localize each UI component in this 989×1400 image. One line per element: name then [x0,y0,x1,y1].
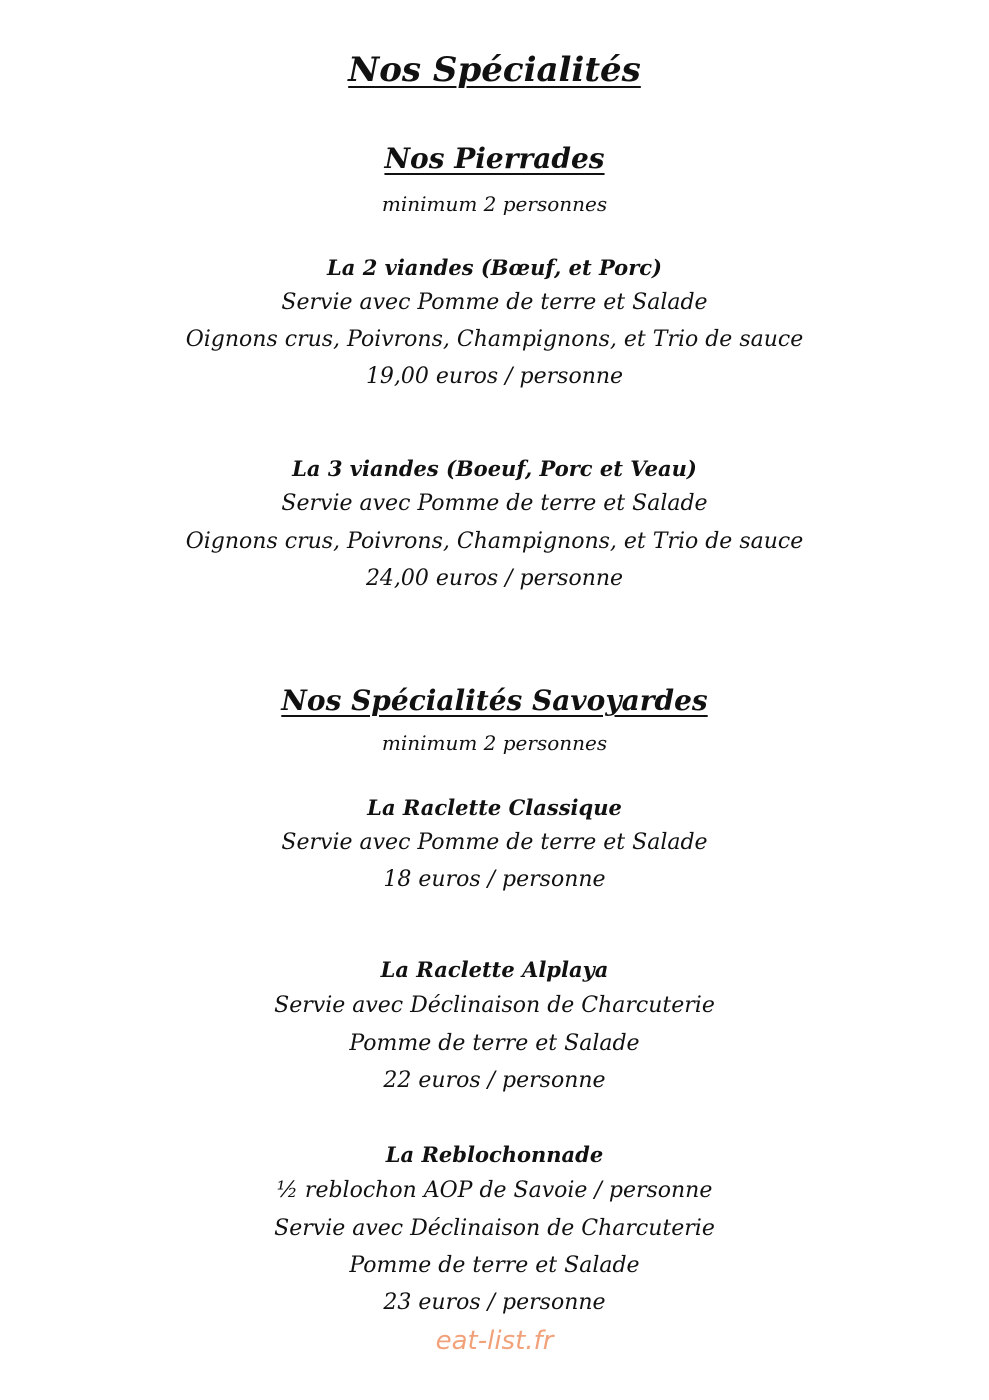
menu-item-description: Servie avec Déclinaison de Charcuterie [274,1216,715,1241]
menu-item-description: Pomme de terre et Salade [349,1253,640,1278]
menu-item-description: ½ reblochon AOP de Savoie / personne [276,1178,713,1203]
section-title-savoyardes: Nos Spécialités Savoyardes [281,684,708,717]
menu-item-price: 23 euros / personne [383,1290,606,1315]
menu-item-price: 18 euros / personne [383,867,606,892]
menu-item-name: La 2 viandes (Bœuf, et Porc) [327,255,662,280]
menu-item-name: La Reblochonnade [385,1142,604,1167]
menu-item-price: 24,00 euros / personne [365,566,624,591]
menu-item-description: Servie avec Pomme de terre et Salade [281,290,708,315]
menu-item-description: Oignons crus, Poivrons, Champignons, et Trio de sauce [185,327,804,352]
page-title: Nos Spécialités [348,50,641,90]
menu-item-price: 22 euros / personne [383,1068,606,1093]
menu-item-description: Servie avec Pomme de terre et Salade [281,830,708,855]
menu-item-description: Oignons crus, Poivrons, Champignons, et Trio de sauce [185,529,804,554]
menu-item-name: La Raclette Classique [367,795,622,820]
section-note-savoyardes: minimum 2 personnes [381,731,608,755]
menu-item-name: La 3 viandes (Boeuf, Porc et Veau) [292,456,697,481]
section-title-pierrades: Nos Pierrades [384,142,605,175]
menu-item-description: Pomme de terre et Salade [349,1031,640,1056]
watermark: eat-list.fr [435,1326,554,1356]
menu-item-name: La Raclette Alplaya [380,957,609,982]
menu-item-price: 19,00 euros / personne [365,364,624,389]
section-note-pierrades: minimum 2 personnes [381,192,608,216]
menu-item-description: Servie avec Déclinaison de Charcuterie [274,993,715,1018]
menu-item-description: Servie avec Pomme de terre et Salade [281,491,708,516]
